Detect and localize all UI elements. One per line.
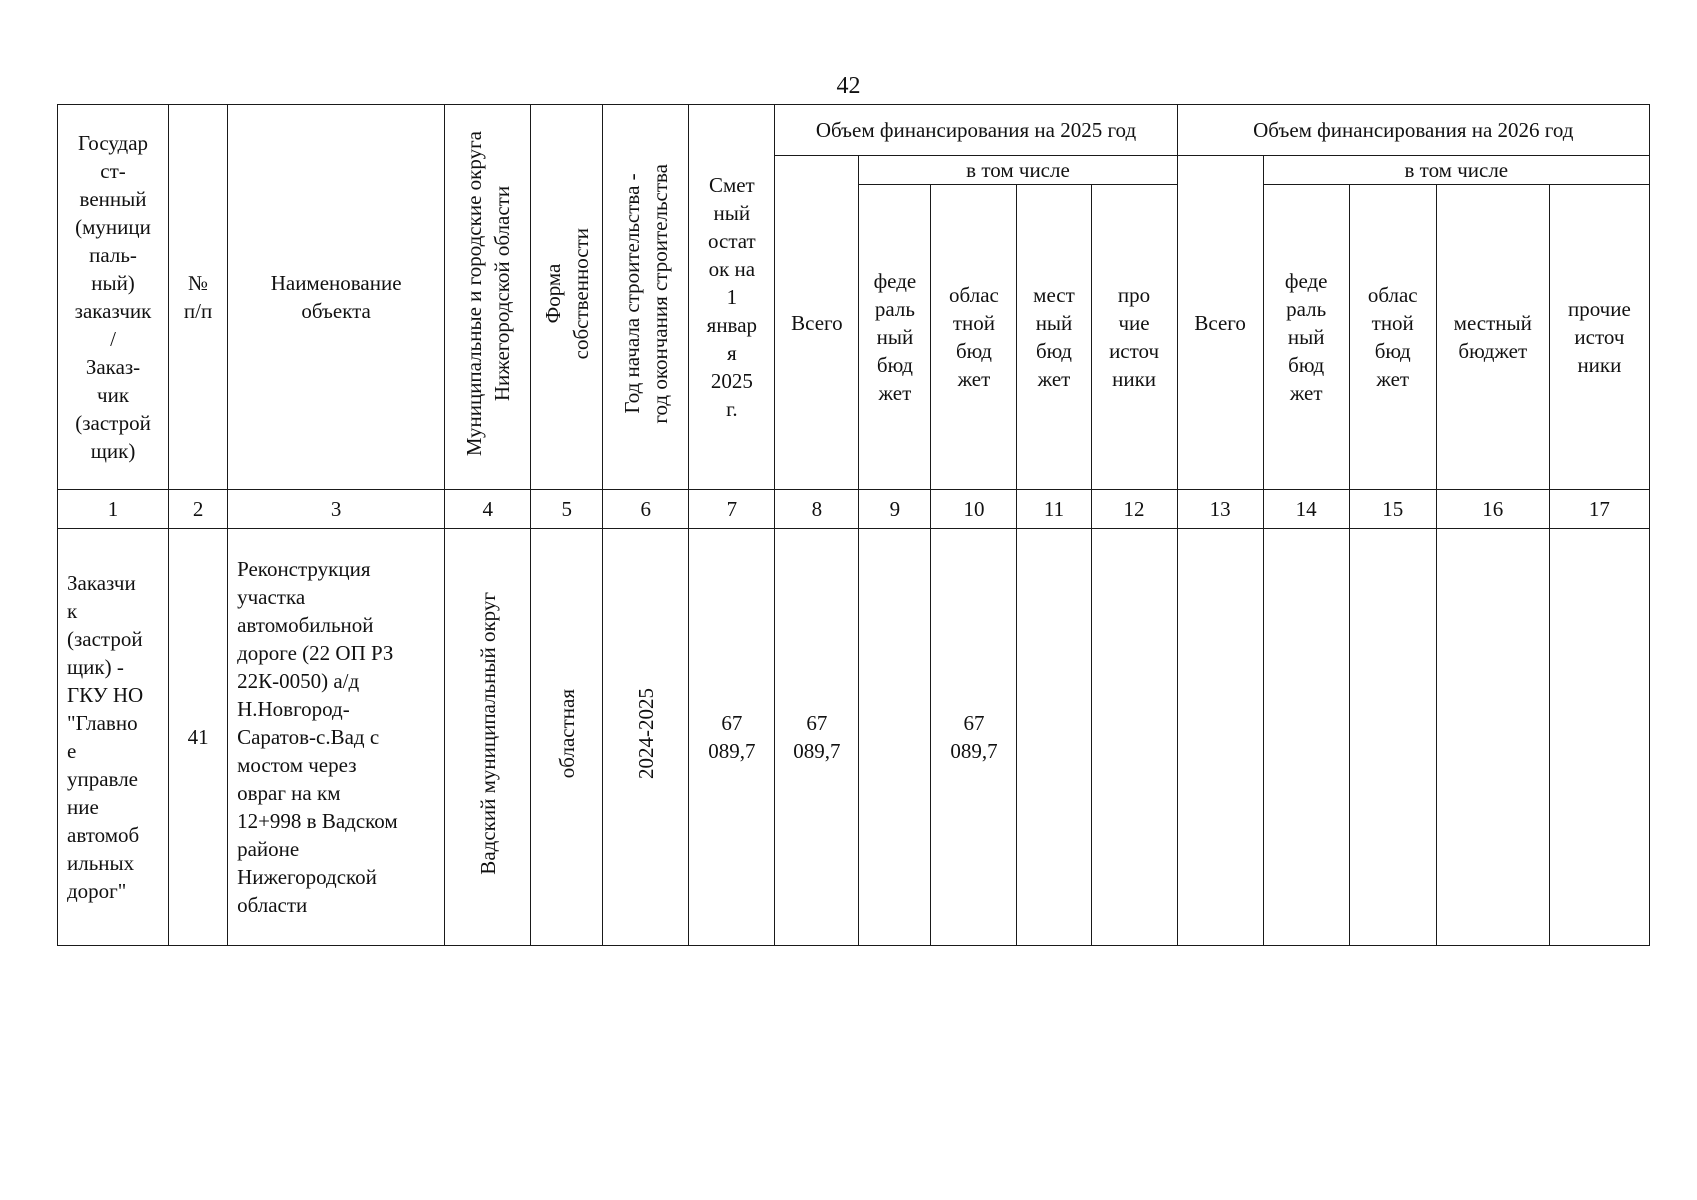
column-number: 8 <box>775 490 859 529</box>
column-number: 3 <box>228 490 445 529</box>
header-customer: Государ ст- венный (муници паль- ный) заказчик / Заказ- чик (застрой щик) <box>58 105 169 490</box>
cell-municipal: Вадский муниципальный округ <box>445 529 531 946</box>
header-municipal: Муниципальные и городские округа Нижегородской области <box>445 105 531 490</box>
column-number: 16 <box>1436 490 1549 529</box>
column-number: 17 <box>1549 490 1649 529</box>
column-number: 2 <box>169 490 228 529</box>
column-number: 9 <box>859 490 931 529</box>
cell-federal-2026 <box>1263 529 1349 946</box>
cell-local-2025 <box>1017 529 1091 946</box>
cell-local-2026 <box>1436 529 1549 946</box>
cell-estimate: 67 089,7 <box>689 529 775 946</box>
cell-regional-2026 <box>1349 529 1436 946</box>
header-local-2026: местный бюджет <box>1436 185 1549 490</box>
header-other-2025: про чие источ ники <box>1091 185 1177 490</box>
cell-customer: Заказчи к (застрой щик) - ГКУ НО "Главно е управле ние автомоб ильных дорог" <box>58 529 169 946</box>
column-number: 10 <box>931 490 1017 529</box>
cell-federal-2025 <box>859 529 931 946</box>
column-number: 6 <box>603 490 689 529</box>
column-numbers-row <box>58 490 1650 529</box>
cell-number: 41 <box>169 529 228 946</box>
column-number: 1 <box>58 490 169 529</box>
header-total-2026: Всего <box>1177 156 1263 490</box>
cell-ownership: областная <box>531 529 603 946</box>
column-number: 4 <box>445 490 531 529</box>
cell-total-2025: 67 089,7 <box>775 529 859 946</box>
column-number: 15 <box>1349 490 1436 529</box>
header-regional-2026: облас тной бюд жет <box>1349 185 1436 490</box>
header-including-2026: в том числе <box>1263 156 1649 185</box>
header-years: Год начала строительства - год окончания строительства <box>603 105 689 490</box>
column-number: 12 <box>1091 490 1177 529</box>
table-row <box>58 529 1650 946</box>
cell-years: 2024-2025 <box>603 529 689 946</box>
column-number: 7 <box>689 490 775 529</box>
cell-object-name: Реконструкция участка автомобильной дороге (22 ОП РЗ 22К-0050) а/д Н.Новгород- Саратов-с.Вад с мостом через овраг на км 12+998 в Вадском районе Нижегородской области <box>228 529 445 946</box>
header-other-2026: прочие источ ники <box>1549 185 1649 490</box>
header-financing-2025: Объем финансирования на 2025 год <box>775 105 1177 156</box>
header-row-1 <box>58 105 1650 156</box>
header-federal-2025: феде раль ный бюд жет <box>859 185 931 490</box>
cell-regional-2025: 67 089,7 <box>931 529 1017 946</box>
header-local-2025: мест ный бюд жет <box>1017 185 1091 490</box>
cell-other-2026 <box>1549 529 1649 946</box>
column-number: 11 <box>1017 490 1091 529</box>
header-financing-2026: Объем финансирования на 2026 год <box>1177 105 1649 156</box>
column-number: 5 <box>531 490 603 529</box>
cell-total-2026 <box>1177 529 1263 946</box>
column-number: 13 <box>1177 490 1263 529</box>
header-total-2025: Всего <box>775 156 859 490</box>
header-object-name: Наименование объекта <box>228 105 445 490</box>
column-number: 14 <box>1263 490 1349 529</box>
header-regional-2025: облас тной бюд жет <box>931 185 1017 490</box>
page-number: 42 <box>836 73 861 99</box>
financing-table <box>57 104 1650 946</box>
header-including-2025: в том числе <box>859 156 1177 185</box>
header-federal-2026: феде раль ный бюд жет <box>1263 185 1349 490</box>
cell-other-2025 <box>1091 529 1177 946</box>
header-estimate: Смет ный остат ок на 1 январ я 2025 г. <box>689 105 775 490</box>
header-number: № п/п <box>169 105 228 490</box>
header-ownership: Форма собственности <box>531 105 603 490</box>
